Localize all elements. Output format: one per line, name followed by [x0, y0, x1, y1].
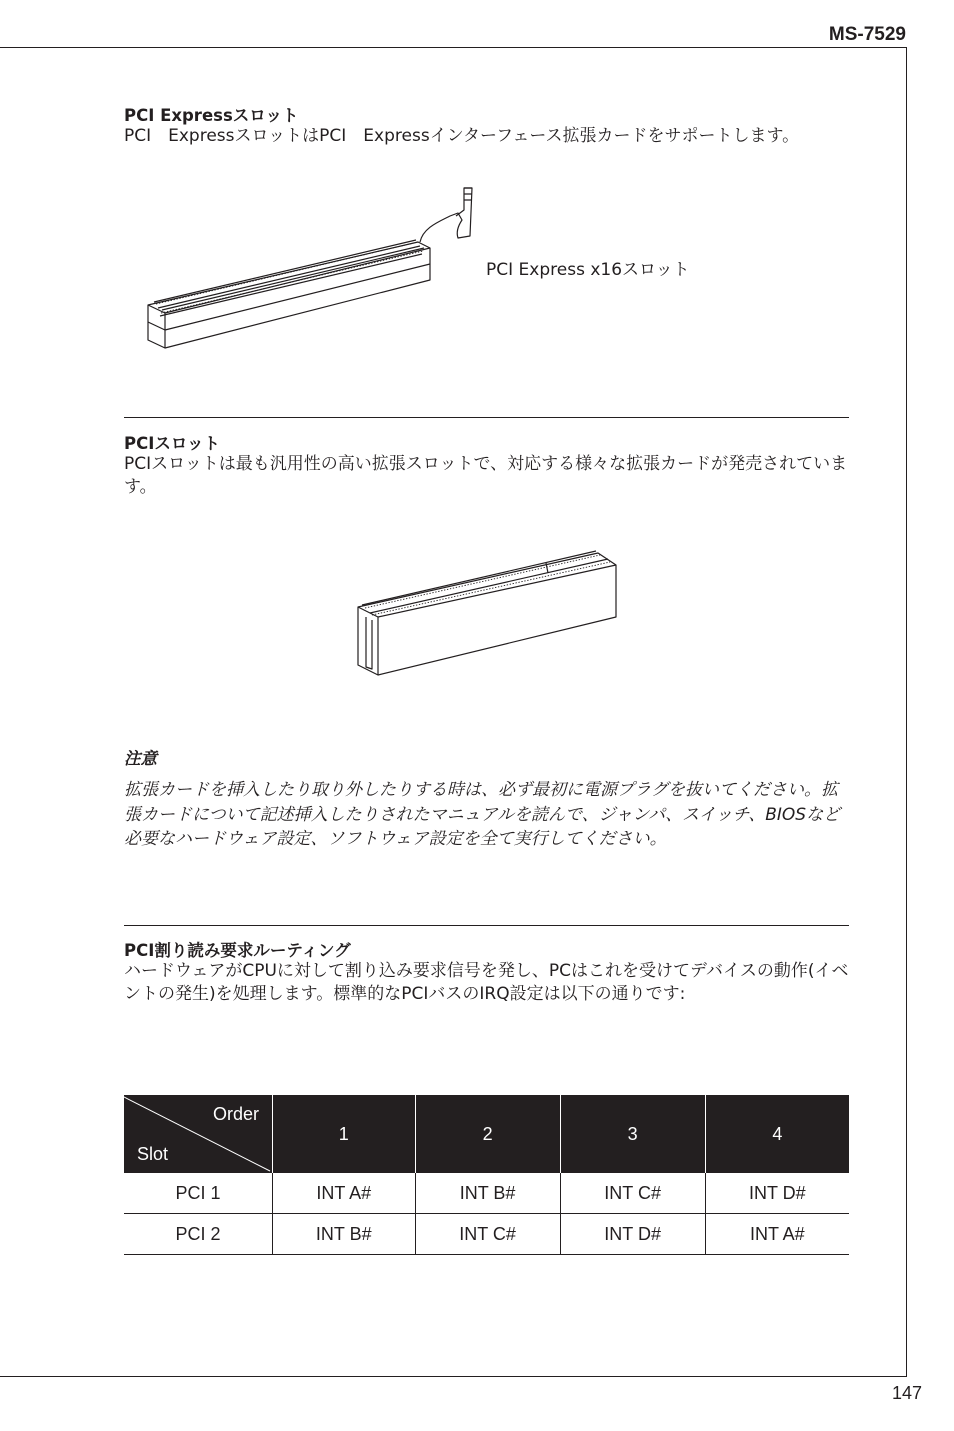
pcie-slot-caption: PCI Express x16スロット	[486, 260, 690, 280]
table-header-row	[124, 1095, 849, 1173]
footer-rule	[0, 1376, 907, 1377]
table-cell: INT D#	[560, 1214, 705, 1255]
table-cell: INT D#	[705, 1173, 849, 1214]
pci-heading: PCIスロット	[124, 434, 221, 453]
pcie-heading: PCI Expressスロット	[124, 106, 299, 125]
table-cell: INT B#	[273, 1214, 416, 1255]
table-cell: INT B#	[415, 1173, 560, 1214]
table-row	[124, 1214, 849, 1255]
section-divider	[124, 925, 849, 926]
slot-label: Slot	[137, 1144, 169, 1164]
table-cell: INT A#	[273, 1173, 416, 1214]
pci-description: PCIスロットは最も汎用性の高い拡張スロットで、対応する様々な拡張カードが発売されています。	[124, 454, 848, 497]
margin-rule	[906, 47, 907, 1377]
section-divider	[124, 417, 849, 418]
table-cell: INT C#	[560, 1173, 705, 1214]
page-number: 147	[891, 1383, 922, 1403]
table-cell: INT A#	[705, 1214, 849, 1255]
slot-cell: PCI 1	[124, 1173, 273, 1214]
table-row	[124, 1173, 849, 1214]
irq-description: ハードウェアがCPUに対して割り込み要求信号を発し、PCはこれを受けてデバイスの動作(イベントの発生)を処理します。標準的なPCIバスのIRQ設定は以下の通りです:	[124, 961, 849, 1004]
note-text: 拡張カードを挿入したり取り外したりする時は、必ず最初に電源プラグを抜いてください。拡張カードについて記述挿入したりされたマニュアルを読んで、ジャンパ、スイッチ、BIOSなど必要なハードウェア設定、ソフトウェア設定を全て実行してください。	[124, 780, 841, 849]
irq-heading: PCI割り読み要求ルーティング	[124, 941, 351, 960]
column-header: 1	[273, 1095, 416, 1173]
order-label: Order	[212, 1104, 259, 1124]
column-header: 3	[560, 1095, 705, 1173]
pcie-description: PCI ExpressスロットはPCI Expressインターフェース拡張カードをサポートします。	[124, 126, 800, 146]
column-header: 2	[415, 1095, 560, 1173]
table-cell: INT C#	[415, 1214, 560, 1255]
corner-header-cell	[124, 1095, 273, 1173]
slot-cell: PCI 2	[124, 1214, 273, 1255]
pci-slot-illustration	[350, 545, 625, 680]
irq-routing-table	[124, 1095, 849, 1255]
note-heading: 注意	[124, 749, 157, 768]
pcie-x16-slot-illustration	[140, 180, 485, 355]
model-number: MS-7529	[828, 24, 906, 45]
header-rule	[0, 47, 907, 48]
column-header: 4	[705, 1095, 849, 1173]
